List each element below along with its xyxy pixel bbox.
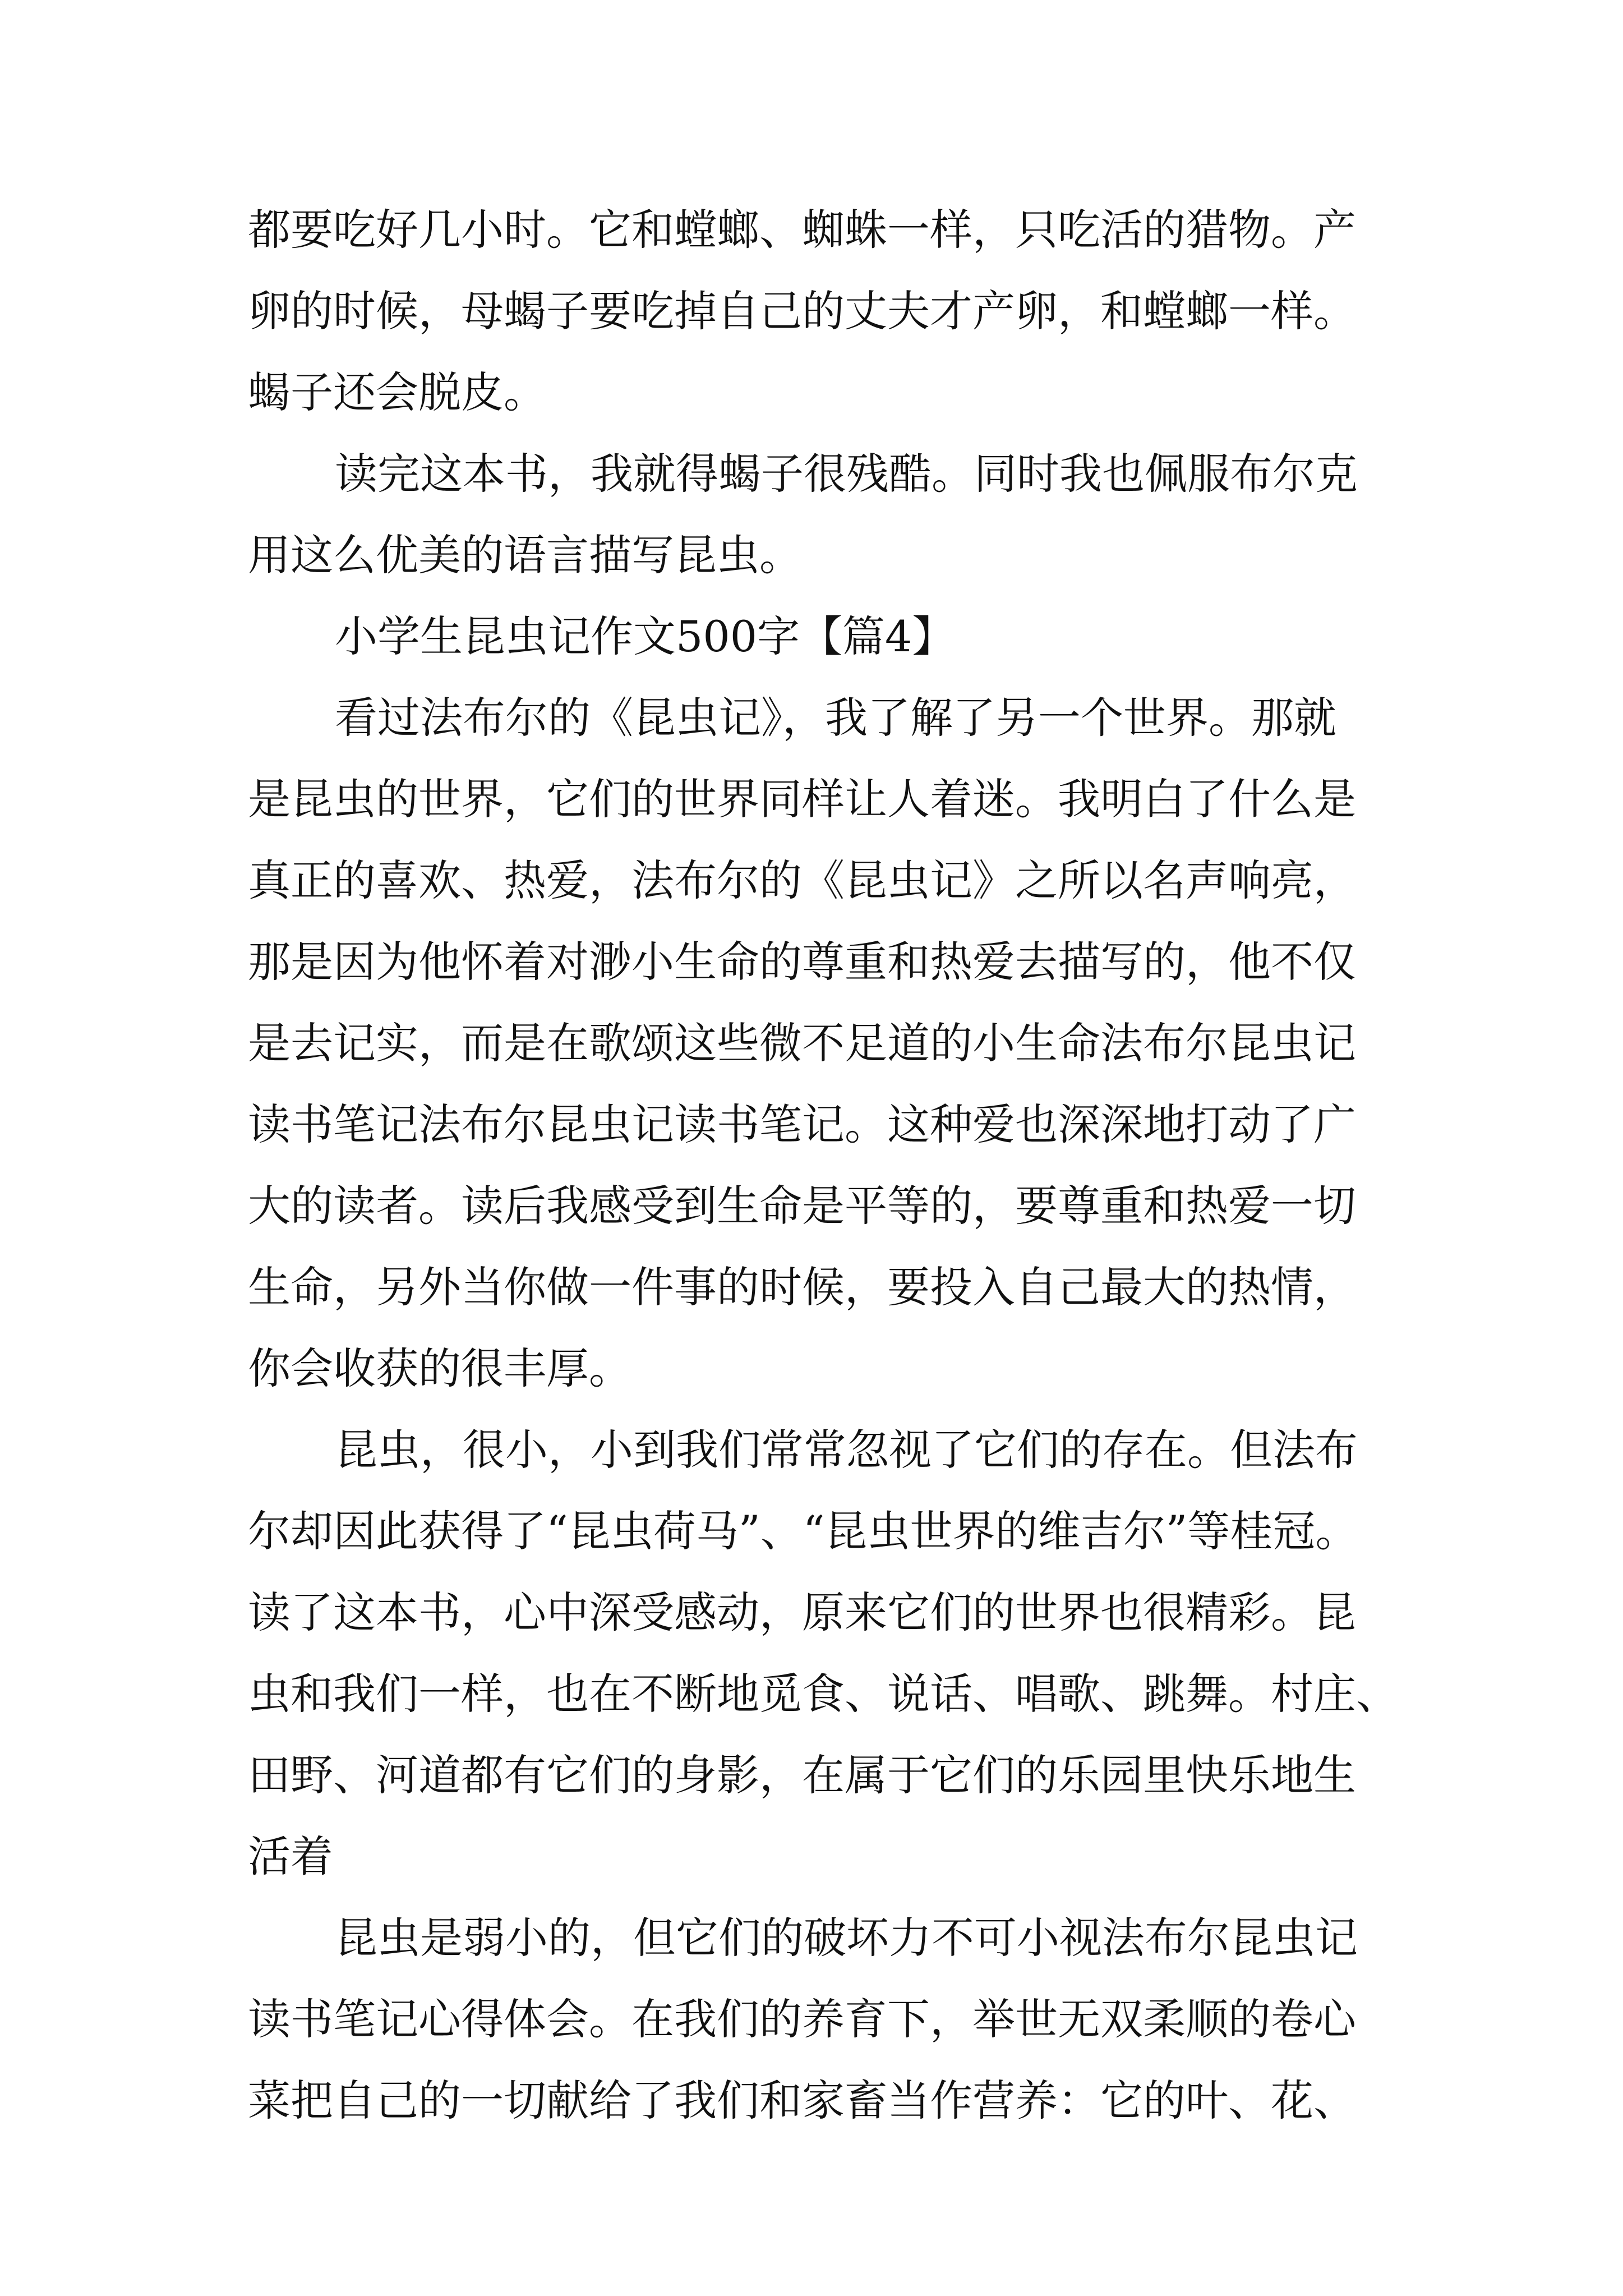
text-line: 那是因为他怀着对渺小生命的尊重和热爱去描写的，他不仅 bbox=[248, 937, 1356, 987]
text-line: 卵的时候，母蝎子要吃掉自己的丈夫才产卵，和螳螂一样。 bbox=[248, 286, 1356, 336]
text-line: 活着 bbox=[248, 1832, 333, 1881]
paragraph-first-line: 看过法布尔的《昆虫记》，我了解了另一个世界。那就 bbox=[335, 693, 1336, 743]
text-line: 读书笔记法布尔昆虫记读书笔记。这种爱也深深地打动了广 bbox=[248, 1099, 1356, 1149]
paragraph-first-line: 昆虫是弱小的，但它们的破坏力不可小视法布尔昆虫记 bbox=[335, 1913, 1358, 1963]
text-line: 田野、河道都有它们的身影，在属于它们的乐园里快乐地生 bbox=[248, 1750, 1356, 1800]
text-line: 蝎子还会脱皮。 bbox=[248, 367, 546, 417]
paragraph-first-line: 读完这本书，我就得蝎子很残酷。同时我也佩服布尔克 bbox=[335, 449, 1358, 499]
text-line: 真正的喜欢、热爱，法布尔的《昆虫记》之所以名声响亮， bbox=[248, 855, 1356, 905]
text-line: 用这么优美的语言描写昆虫。 bbox=[248, 530, 802, 580]
text-line: 都要吃好几小时。它和螳螂、蜘蛛一样，只吃活的猎物。产 bbox=[248, 205, 1356, 255]
text-line: 虫和我们一样，也在不断地觅食、说话、唱歌、跳舞。村庄、 bbox=[248, 1669, 1399, 1719]
paragraph-first-line: 昆虫，很小，小到我们常常忽视了它们的存在。但法布 bbox=[335, 1425, 1358, 1475]
text-line: 是昆虫的世界，它们的世界同样让人着迷。我明白了什么是 bbox=[248, 774, 1356, 824]
text-line: 大的读者。读后我感受到生命是平等的，要尊重和热爱一切 bbox=[248, 1181, 1356, 1231]
text-line: 是去记实，而是在歌颂这些微不足道的小生命法布尔昆虫记 bbox=[248, 1018, 1356, 1068]
text-line: 生命，另外当你做一件事的时候，要投入自己最大的热情， bbox=[248, 1262, 1356, 1312]
text-line: 尔却因此获得了“昆虫荷马”、“昆虫世界的维吉尔”等桂冠。 bbox=[248, 1506, 1358, 1556]
text-line: 你会收获的很丰厚。 bbox=[248, 1343, 631, 1393]
section-heading: 小学生昆虫记作文500字【篇4】 bbox=[335, 611, 955, 661]
text-line: 读了这本书，心中深受感动，原来它们的世界也很精彩。昆 bbox=[248, 1588, 1356, 1637]
text-line: 菜把自己的一切献给了我们和家畜当作营养：它的叶、花、 bbox=[248, 2076, 1356, 2125]
text-line: 读书笔记心得体会。在我们的养育下，举世无双柔顺的卷心 bbox=[248, 1994, 1356, 2044]
